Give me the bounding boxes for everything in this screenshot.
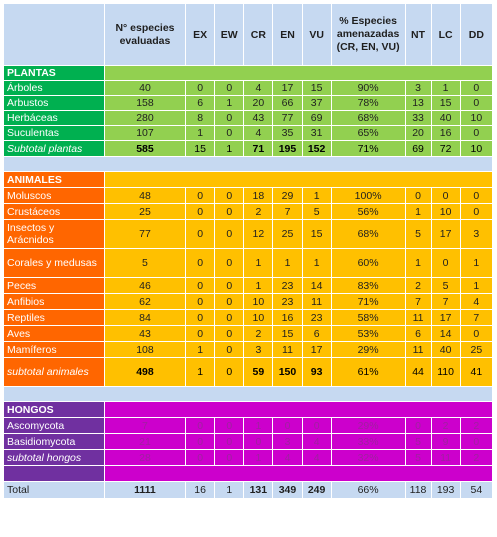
cell-value: 7 (104, 418, 185, 434)
cell-value: 40 (104, 81, 185, 96)
spacer-row (4, 387, 493, 402)
header-ew: EW (215, 4, 244, 66)
cell-value: 7 (431, 294, 460, 310)
cell-value: 1 (215, 482, 244, 499)
cell-value: 158 (104, 96, 185, 111)
cell-value: 43 (104, 326, 185, 342)
row-label: subtotal hongos (4, 450, 105, 466)
cell-value: 21 (104, 434, 185, 450)
cell-value: 0 (244, 434, 273, 450)
cell-value: 20 (405, 126, 431, 141)
cell-value: 150 (273, 358, 302, 387)
plantas-rows (4, 81, 493, 141)
cell-value: 17 (273, 81, 302, 96)
cell-value: 3 (405, 81, 431, 96)
cell-value: 10 (244, 294, 273, 310)
table-row (4, 96, 493, 111)
cell-value: 0 (215, 418, 244, 434)
cell-value: 0 (215, 450, 244, 466)
cell-value: 0 (186, 204, 215, 220)
table-row (4, 342, 493, 358)
cell-value: 6 (186, 96, 215, 111)
cell-value: 83% (331, 278, 405, 294)
cell-value: 0 (186, 326, 215, 342)
section-title: PLANTAS (4, 66, 105, 81)
cell-value: 6 (405, 326, 431, 342)
cell-value: 11 (431, 450, 460, 466)
cell-value: 15 (431, 96, 460, 111)
cell-value: 14 (431, 326, 460, 342)
cell-value: 0 (460, 96, 492, 111)
cell-value: 349 (273, 482, 302, 499)
cell-value: 193 (431, 482, 460, 499)
cell-value: 10 (460, 111, 492, 126)
animales-subtotal (4, 358, 493, 387)
cell-value: 15 (302, 220, 331, 249)
cell-value: 0 (186, 294, 215, 310)
cell-value: 0 (186, 418, 215, 434)
header-nt: NT (405, 4, 431, 66)
cell-value: 68% (331, 220, 405, 249)
cell-value: 1 (431, 81, 460, 96)
header-ex: EX (186, 4, 215, 66)
cell-value: 1 (405, 249, 431, 278)
cell-value: 0 (431, 188, 460, 204)
cell-value: 4 (244, 81, 273, 96)
cell-value: 48 (104, 188, 185, 204)
cell-value: 131 (244, 482, 273, 499)
cell-value: 44 (405, 358, 431, 387)
cell-value: 4 (302, 450, 331, 466)
cell-value: 31 (302, 126, 331, 141)
cell-value: 249 (302, 482, 331, 499)
row-label: Peces (4, 278, 105, 294)
cell-value: 15 (186, 141, 215, 157)
cell-value: 0 (215, 358, 244, 387)
row-label: Mamíferos (4, 342, 105, 358)
cell-value: 5 (405, 450, 431, 466)
cell-value: 17 (302, 342, 331, 358)
cell-value: 110 (431, 358, 460, 387)
cell-value: 0 (460, 204, 492, 220)
spacer-row (4, 157, 493, 172)
cell-value: 1 (244, 418, 273, 434)
plantas-subtotal (4, 141, 493, 157)
cell-value: 5 (405, 220, 431, 249)
species-threat-table (3, 3, 493, 499)
cell-value: 8 (186, 111, 215, 126)
cell-value: 0 (186, 188, 215, 204)
cell-value: 0 (186, 249, 215, 278)
header-dd: DD (460, 4, 492, 66)
cell-value: 20 (244, 96, 273, 111)
spacer-row-hongos (4, 466, 493, 482)
cell-value: 71% (331, 141, 405, 157)
cell-value: 1 (215, 141, 244, 157)
cell-value: 3 (273, 434, 302, 450)
cell-value: 14 (302, 278, 331, 294)
table-row (4, 310, 493, 326)
cell-value: 53% (331, 326, 405, 342)
cell-value: 0 (186, 278, 215, 294)
cell-value: 1 (460, 278, 492, 294)
cell-value: 2 (405, 278, 431, 294)
cell-value: 41 (460, 358, 492, 387)
cell-value: 25 (460, 342, 492, 358)
cell-value: 37 (302, 96, 331, 111)
row-label: Suculentas (4, 126, 105, 141)
section-hongos (4, 402, 493, 418)
cell-value: 0 (460, 188, 492, 204)
row-label: Moluscos (4, 188, 105, 204)
row-label: subtotal animales (4, 358, 105, 387)
cell-value: 0 (215, 342, 244, 358)
cell-value: 0 (186, 434, 215, 450)
cell-value: 12 (244, 220, 273, 249)
row-label: Aves (4, 326, 105, 342)
cell-value: 68% (331, 111, 405, 126)
cell-value: 16 (186, 482, 215, 499)
cell-value: 100% (331, 188, 405, 204)
cell-value: 59 (244, 358, 273, 387)
cell-value: 4 (273, 450, 302, 466)
cell-value: 17 (431, 220, 460, 249)
cell-value: 54 (460, 482, 492, 499)
table-row (4, 126, 493, 141)
table-row (4, 482, 493, 499)
cell-value: 280 (104, 111, 185, 126)
table-row (4, 204, 493, 220)
cell-value: 15 (273, 326, 302, 342)
table-row (4, 220, 493, 249)
cell-value: 0 (460, 81, 492, 96)
section-title: HONGOS (4, 402, 105, 418)
cell-value: 0 (186, 310, 215, 326)
cell-value: 7 (460, 310, 492, 326)
cell-value: 29 (273, 188, 302, 204)
row-label: Corales y medusas (4, 249, 105, 278)
cell-value: 0 (215, 310, 244, 326)
cell-value: 3 (244, 342, 273, 358)
cell-value: 3 (460, 220, 492, 249)
cell-value: 7 (405, 294, 431, 310)
table-row (4, 418, 493, 434)
row-label: Árboles (4, 81, 105, 96)
cell-value: 2 (431, 418, 460, 434)
cell-value: 15 (302, 81, 331, 96)
cell-value: 4 (460, 294, 492, 310)
header-pct-threatened: % Especies amenazadas (CR, EN, VU) (331, 4, 405, 66)
row-label: Arbustos (4, 96, 105, 111)
cell-value: 0 (405, 188, 431, 204)
row-label: Subtotal plantas (4, 141, 105, 157)
animales-rows (4, 188, 493, 358)
header-vu: VU (302, 4, 331, 66)
cell-value: 498 (104, 358, 185, 387)
cell-value: 65% (331, 126, 405, 141)
cell-value: 1111 (104, 482, 185, 499)
cell-value: 61% (331, 358, 405, 387)
cell-value: 0 (460, 434, 492, 450)
header-row (4, 4, 493, 66)
row-label: Insectos y Arácnidos (4, 220, 105, 249)
row-label: Crustáceos (4, 204, 105, 220)
row-label: Anfibios (4, 294, 105, 310)
cell-value: 4 (302, 434, 331, 450)
cell-value: 0 (302, 418, 331, 434)
cell-value: 0 (186, 81, 215, 96)
cell-value: 1 (302, 188, 331, 204)
cell-value: 108 (104, 342, 185, 358)
cell-value: 2 (460, 418, 492, 434)
cell-value: 29% (331, 418, 405, 434)
cell-value: 0 (215, 81, 244, 96)
cell-value: 40 (431, 342, 460, 358)
cell-value: 11 (302, 294, 331, 310)
cell-value: 69 (405, 141, 431, 157)
cell-value: 11 (273, 342, 302, 358)
cell-value: 17 (431, 310, 460, 326)
row-label: Herbáceas (4, 111, 105, 126)
cell-value: 1 (186, 126, 215, 141)
cell-value: 66 (273, 96, 302, 111)
cell-value: 1 (244, 450, 273, 466)
cell-value: 1 (186, 358, 215, 387)
table-row (4, 188, 493, 204)
cell-value: 5 (405, 434, 431, 450)
header-cr: CR (244, 4, 273, 66)
cell-value: 0 (186, 450, 215, 466)
header-group (4, 4, 105, 66)
cell-value: 10 (244, 310, 273, 326)
section-title: ANIMALES (4, 172, 105, 188)
cell-value: 10 (460, 141, 492, 157)
cell-value: 0 (215, 188, 244, 204)
cell-value: 11 (405, 342, 431, 358)
cell-value: 1 (215, 96, 244, 111)
table-row (4, 434, 493, 450)
cell-value: 0 (215, 204, 244, 220)
cell-value: 62 (104, 294, 185, 310)
table-row (4, 450, 493, 466)
cell-value: 0 (215, 278, 244, 294)
cell-value: 118 (405, 482, 431, 499)
cell-value: 18 (244, 188, 273, 204)
cell-value: 35 (273, 126, 302, 141)
cell-value: 77 (273, 111, 302, 126)
total-row (4, 482, 493, 499)
cell-value: 1 (405, 204, 431, 220)
cell-value: 1 (302, 249, 331, 278)
cell-value: 0 (460, 326, 492, 342)
cell-value: 72 (431, 141, 460, 157)
hongos-rows (4, 418, 493, 450)
cell-value: 78% (331, 96, 405, 111)
cell-value: 1 (273, 249, 302, 278)
cell-value: 0 (215, 126, 244, 141)
cell-value: 16 (431, 126, 460, 141)
table-row (4, 141, 493, 157)
cell-value: 5 (431, 278, 460, 294)
cell-value: 23 (302, 310, 331, 326)
cell-value: 4 (244, 126, 273, 141)
hongos-subtotal (4, 450, 493, 466)
cell-value: 93 (302, 358, 331, 387)
section-plantas (4, 66, 493, 81)
cell-value: 195 (273, 141, 302, 157)
cell-value: 58% (331, 310, 405, 326)
cell-value: 23 (273, 294, 302, 310)
row-label: Ascomycota (4, 418, 105, 434)
cell-value: 28 (104, 450, 185, 466)
cell-value: 69 (302, 111, 331, 126)
cell-value: 43 (244, 111, 273, 126)
cell-value: 10 (431, 204, 460, 220)
cell-value: 23 (273, 278, 302, 294)
table-row (4, 326, 493, 342)
cell-value: 5 (104, 249, 185, 278)
cell-value: 0 (405, 418, 431, 434)
cell-value: 0 (215, 326, 244, 342)
cell-value: 40 (431, 111, 460, 126)
cell-value: 1 (460, 249, 492, 278)
header-evaluated: N° especies evaluadas (104, 4, 185, 66)
row-label: Total (4, 482, 105, 499)
header-lc: LC (431, 4, 460, 66)
cell-value: 0 (186, 220, 215, 249)
cell-value: 84 (104, 310, 185, 326)
cell-value: 13 (405, 96, 431, 111)
table-row (4, 358, 493, 387)
cell-value: 71% (331, 294, 405, 310)
cell-value: 66% (331, 482, 405, 499)
table-row (4, 294, 493, 310)
cell-value: 2 (244, 326, 273, 342)
cell-value: 1 (186, 342, 215, 358)
cell-value: 5 (302, 204, 331, 220)
cell-value: 0 (215, 434, 244, 450)
cell-value: 33 (405, 111, 431, 126)
table-row (4, 111, 493, 126)
section-animales (4, 172, 493, 188)
cell-value: 56% (331, 204, 405, 220)
cell-value: 29% (331, 342, 405, 358)
cell-value: 60% (331, 249, 405, 278)
table-row (4, 81, 493, 96)
cell-value: 2 (460, 450, 492, 466)
cell-value: 0 (215, 294, 244, 310)
cell-value: 2 (244, 204, 273, 220)
cell-value: 1 (244, 249, 273, 278)
cell-value: 16 (273, 310, 302, 326)
cell-value: 77 (104, 220, 185, 249)
cell-value: 152 (302, 141, 331, 157)
cell-value: 9 (431, 434, 460, 450)
cell-value: 107 (104, 126, 185, 141)
table-row (4, 249, 493, 278)
table-row (4, 278, 493, 294)
cell-value: 0 (215, 249, 244, 278)
cell-value: 585 (104, 141, 185, 157)
cell-value: 0 (460, 126, 492, 141)
header-en: EN (273, 4, 302, 66)
cell-value: 25 (104, 204, 185, 220)
cell-value: 0 (431, 249, 460, 278)
cell-value: 1 (244, 278, 273, 294)
row-label: Basidiomycota (4, 434, 105, 450)
cell-value: 6 (302, 326, 331, 342)
cell-value: 46 (104, 278, 185, 294)
cell-value: 7 (273, 204, 302, 220)
cell-value: 90% (331, 81, 405, 96)
cell-value: 0 (273, 418, 302, 434)
cell-value: 11 (405, 310, 431, 326)
cell-value: 32% (331, 450, 405, 466)
cell-value: 0 (215, 220, 244, 249)
row-label: Reptiles (4, 310, 105, 326)
cell-value: 25 (273, 220, 302, 249)
cell-value: 33% (331, 434, 405, 450)
cell-value: 0 (215, 111, 244, 126)
cell-value: 71 (244, 141, 273, 157)
